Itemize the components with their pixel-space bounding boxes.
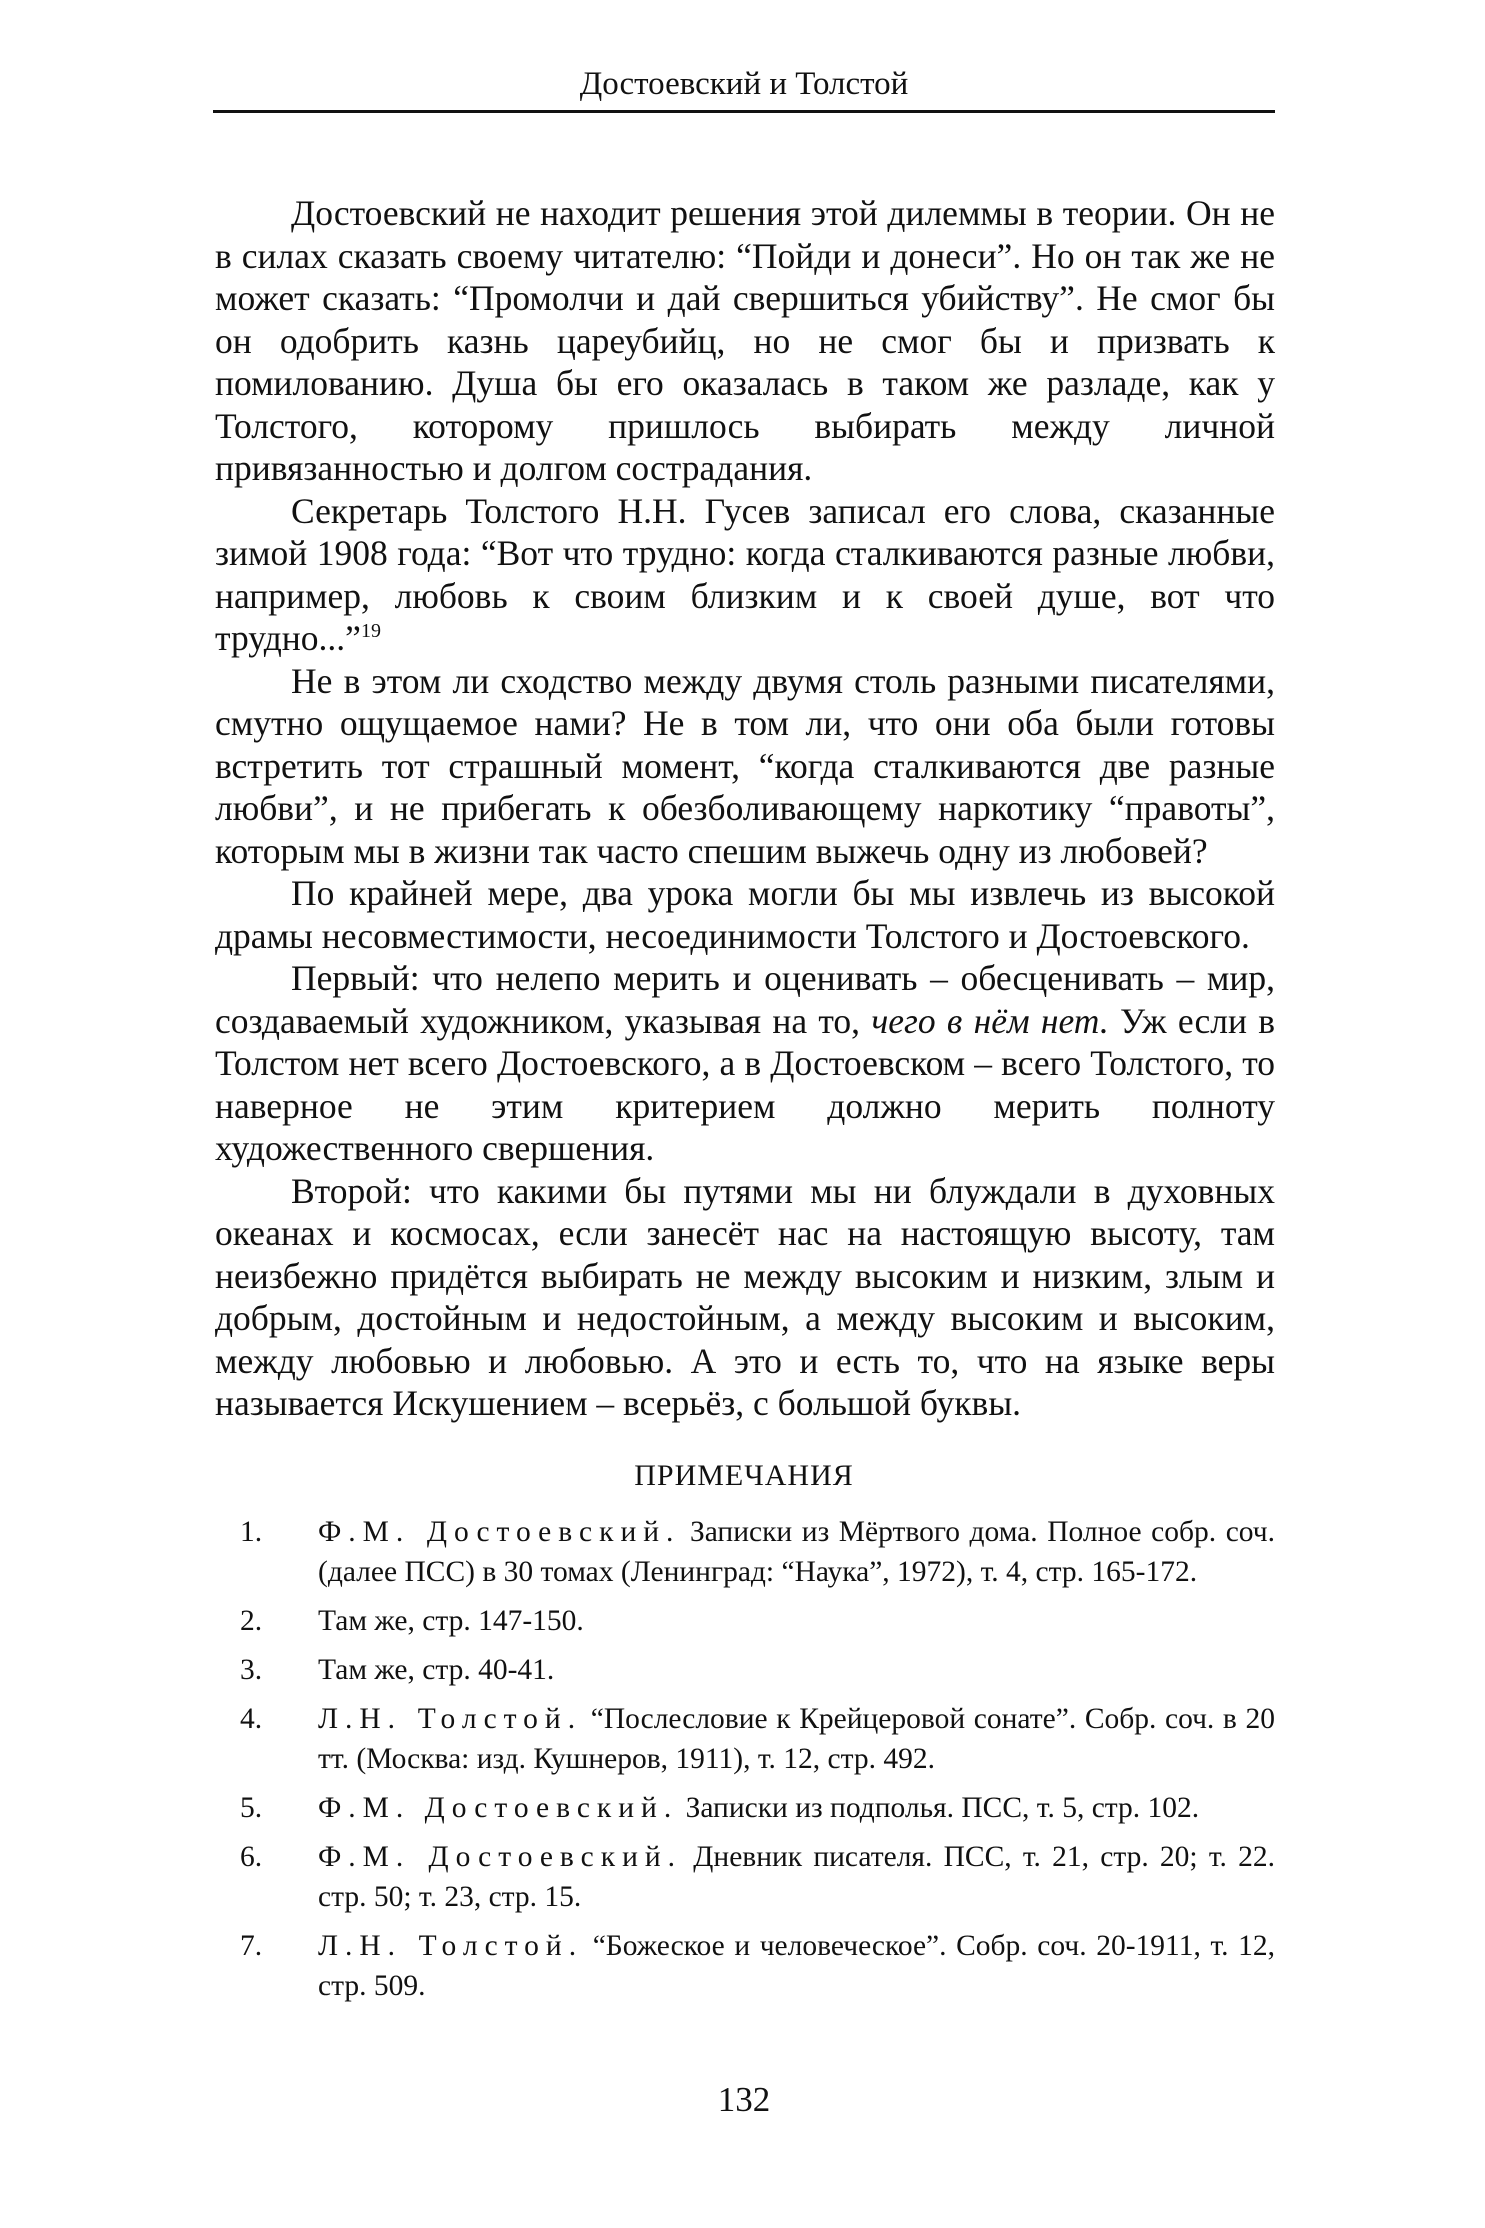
note-citation: “Божеское и человеческое”. Собр. соч. 20-1911, т. 12, стр. 509. [318, 1930, 1275, 2002]
note-item [240, 1650, 1275, 1690]
note-item [240, 1837, 1275, 1917]
paragraph-5-start: Первый: что нелепо мерить и оценивать – обесценивать – мир, создаваемый художником, указывая на то, [215, 958, 1275, 1041]
note-number: 3. [240, 1654, 263, 1686]
note-number: 1. [240, 1516, 263, 1548]
note-text [318, 1650, 1275, 1690]
note-text [318, 1601, 1275, 1641]
paragraph-4: По крайней мере, два урока могли бы мы извлечь из высокой драмы несовместимости, несоединимости Толстого и Достоевского. [215, 873, 1275, 956]
note-citation: Дневник писателя. ПСС, т. 21, стр. 20; т. 22. стр. 50; т. 23, стр. 15. [318, 1841, 1275, 1913]
note-citation: Записки из подполья. ПСС, т. 5, стр. 102. [678, 1792, 1200, 1824]
note-number: 2. [240, 1605, 263, 1637]
paragraph-6: Второй: что какими бы путями мы ни блуждали в духовных океанах и космосах, если занесёт нас на настоящую высоту, там неизбежно придётся выбирать не между высоким и низким, злым и добрым, достойным и недостойным, а между высоким и высоким, между любовью и любовью. А это и есть то, что на языке веры называется Искушением – всерьёз, с большой буквы. [215, 1170, 1275, 1423]
note-item [240, 1601, 1275, 1641]
paragraph-5-end: Уж если в Толстом нет всего Достоевского, а в Достоевском – всего Толстого, то наверное не этим критерием должно мерить полноту художественного свершения. [215, 1000, 1275, 1168]
note-number: 6. [240, 1841, 263, 1873]
note-text [318, 1699, 1275, 1779]
note-author: Ф.М. Достоевский. [318, 1792, 679, 1824]
note-item [240, 1788, 1275, 1828]
note-text [318, 1788, 1275, 1828]
paragraph-2 [215, 490, 1275, 660]
note-author: Ф.М. Достоевский. [318, 1841, 683, 1873]
note-citation: Там же, стр. 147-150. [318, 1605, 584, 1637]
note-item [240, 1512, 1275, 1592]
note-citation: Там же, стр. 40-41. [318, 1654, 555, 1686]
note-number: 7. [240, 1930, 263, 1962]
notes-heading: ПРИМЕЧАНИЯ [634, 1459, 854, 1492]
paragraph-1: Достоевский не находит решения этой дилеммы в теории. Он не в силах сказать своему читателю: “Пойди и донеси”. Но он так же не может сказать: “Промолчи и дай свершиться убийству”. Не смог бы он одобрить казнь цареубийц, но не смог бы и призвать к помилованию. Душа бы его оказалась в таком же разладе, как у Толстого, которому пришлось выбирать между личной привязанностью и долгом сострадания. [215, 193, 1275, 488]
paragraph-5 [215, 957, 1275, 1170]
note-text [318, 1837, 1275, 1917]
page-number: 132 [717, 2080, 771, 2119]
note-author: Ф.М. Достоевский. [318, 1516, 681, 1548]
note-author: Л.Н. Толстой. [318, 1930, 584, 1962]
note-number: 5. [240, 1792, 263, 1824]
note-item [240, 1699, 1275, 1779]
footnote-ref-19: 19 [360, 620, 381, 642]
paragraph-3: Не в этом ли сходство между двумя столь разными писателями, смутно ощущаемое нами? Не в том ли, что они оба были готовы встретить тот страшный момент, “когда сталкиваются две разные любви”, и не прибегать к обезболивающему наркотику “правоты”, которым мы в жизни так часто спешим выжечь одну из любовей? [215, 660, 1275, 871]
note-text [318, 1512, 1275, 1592]
header-rule [213, 110, 1275, 113]
notes-list [240, 1512, 1275, 2015]
main-text [215, 192, 1275, 1425]
running-header: Достоевский и Толстой [579, 66, 909, 102]
paragraph-5-italic: чего в нём нет. [871, 1000, 1109, 1041]
note-text [318, 1926, 1275, 2006]
note-number: 4. [240, 1703, 263, 1735]
note-citation: Записки из Мёртвого дома. Полное собр. соч. (далее ПСС) в 30 томах (Ленинград: “Наука”, 1972), т. 4, стр. 165-172. [318, 1516, 1275, 1588]
note-citation: “Послесловие к Крейцеровой сонате”. Собр. соч. в 20 тт. (Москва: изд. Кушнеров, 1911), т. 12, стр. 492. [318, 1703, 1275, 1775]
note-item [240, 1926, 1275, 2006]
paragraph-2-text: Секретарь Толстого Н.Н. Гусев записал его слова, сказанные зимой 1908 года: “Вот что трудно: когда сталкиваются разные любви, например, любовь к своим близким и к своей душе, вот что трудно...” [215, 490, 1275, 658]
note-author: Л.Н. Толстой. [318, 1703, 583, 1735]
